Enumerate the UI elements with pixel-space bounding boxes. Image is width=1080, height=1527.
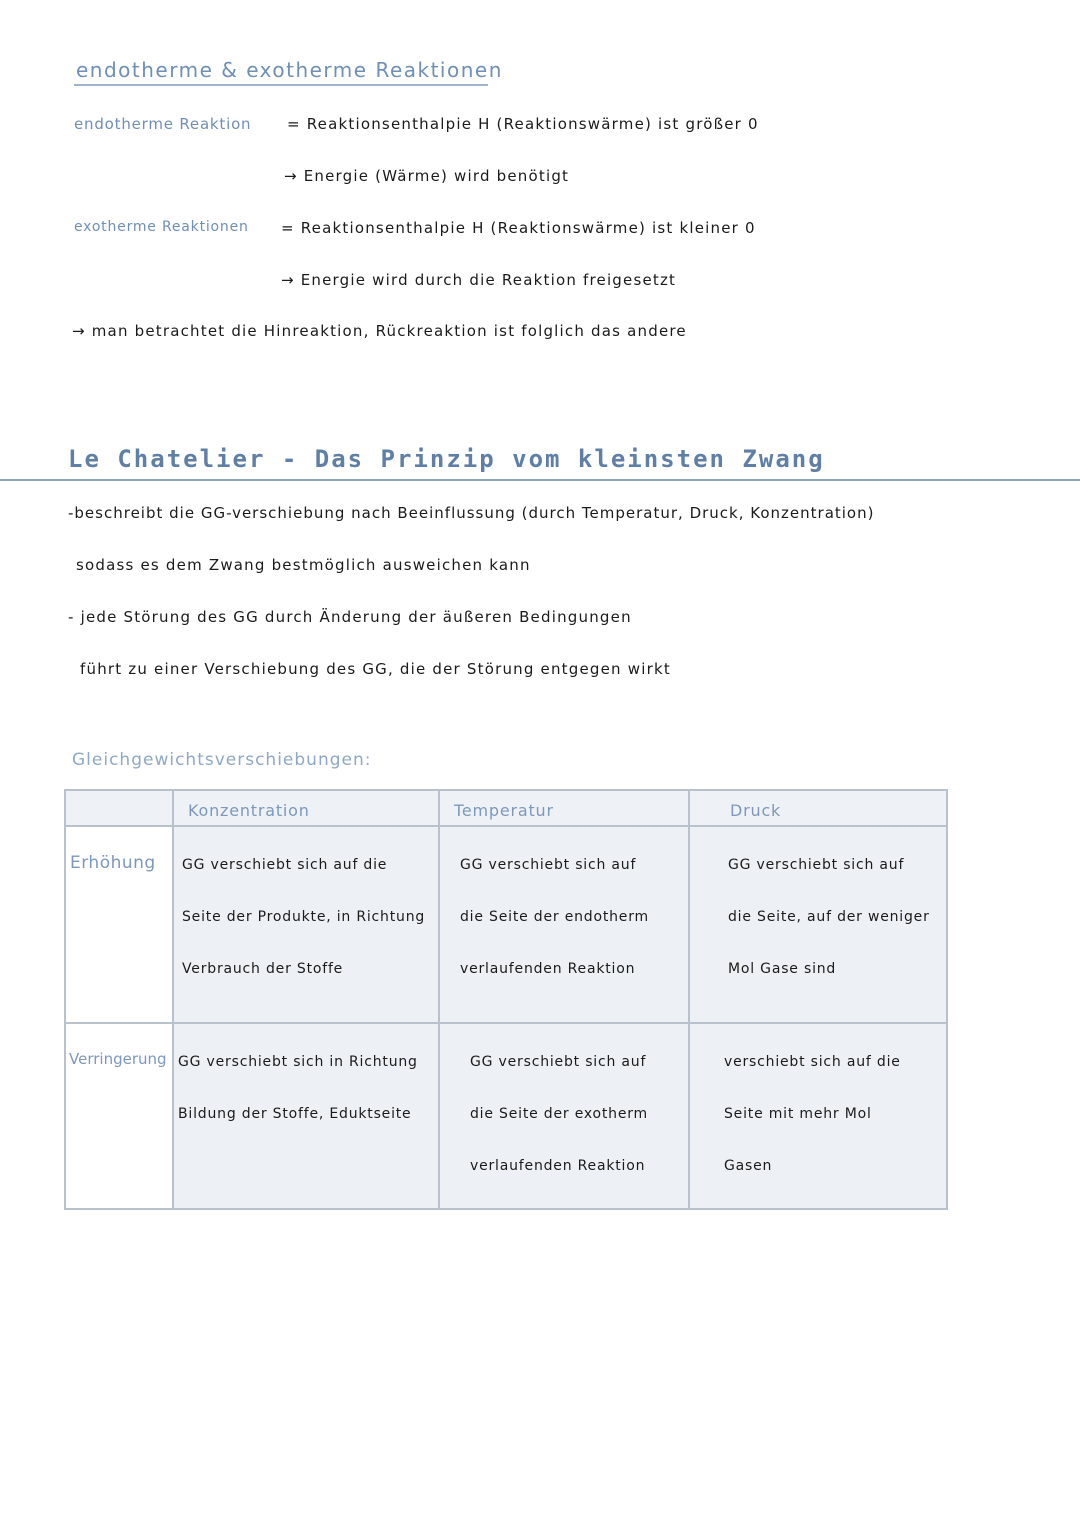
row-label-erhoehung: Erhöhung bbox=[65, 826, 173, 1023]
equilibrium-shift-table bbox=[64, 789, 948, 1210]
cell-verringerung-konzentration bbox=[173, 1023, 439, 1209]
exo-label: exotherme Reaktionen bbox=[74, 219, 249, 235]
equilibrium-shift-table-wrapper bbox=[64, 789, 946, 1201]
cell-line: GG verschiebt sich auf bbox=[728, 857, 905, 873]
cell-line: GG verschiebt sich auf bbox=[460, 857, 637, 873]
cell-line: GG verschiebt sich in Richtung bbox=[178, 1054, 418, 1070]
cell-line: GG verschiebt sich auf die bbox=[182, 857, 388, 873]
cell-line: Bildung der Stoffe, Eduktseite bbox=[178, 1106, 412, 1122]
cell-verringerung-druck bbox=[689, 1023, 947, 1209]
exo-note: → Energie wird durch die Reaktion freigesetzt bbox=[281, 271, 677, 289]
cell-line: die Seite der endotherm bbox=[460, 909, 649, 925]
table-row-erhoehung bbox=[65, 826, 947, 1023]
le-chatelier-rule bbox=[0, 479, 1080, 481]
le-chatelier-line-2: sodass es dem Zwang bestmöglich ausweichen kann bbox=[76, 556, 531, 574]
cell-erhoehung-temperatur bbox=[439, 826, 689, 1023]
cell-line: Seite mit mehr Mol bbox=[724, 1106, 872, 1122]
cell-line: Verbrauch der Stoffe bbox=[182, 961, 344, 977]
endo-label: endotherme Reaktion bbox=[74, 115, 252, 133]
conclusion-text: → man betrachtet die Hinreaktion, Rückreaktion ist folglich das andere bbox=[72, 322, 687, 340]
cell-line: GG verschiebt sich auf bbox=[470, 1054, 647, 1070]
cell-line: verlaufenden Reaktion bbox=[460, 961, 636, 977]
section-title-le-chatelier: Le Chatelier - Das Prinzip vom kleinsten Zwang bbox=[68, 445, 825, 473]
cell-line: Gasen bbox=[724, 1158, 773, 1174]
header-druck: Druck bbox=[689, 790, 947, 826]
cell-verringerung-temperatur bbox=[439, 1023, 689, 1209]
section-title-reactions: endotherme & exotherme Reaktionen bbox=[76, 58, 503, 82]
cell-erhoehung-druck bbox=[689, 826, 947, 1023]
le-chatelier-line-1: -beschreibt die GG-verschiebung nach Beeinflussung (durch Temperatur, Druck, Konzentration) bbox=[68, 504, 875, 522]
cell-line: die Seite der exotherm bbox=[470, 1106, 648, 1122]
le-chatelier-line-3: - jede Störung des GG durch Änderung der äußeren Bedingungen bbox=[68, 608, 632, 626]
table-header-row bbox=[65, 790, 947, 826]
cell-line: Seite der Produkte, in Richtung bbox=[182, 909, 426, 925]
table-row-verringerung bbox=[65, 1023, 947, 1209]
row-label-verringerung: Verringerung bbox=[65, 1023, 173, 1209]
cell-erhoehung-konzentration bbox=[173, 826, 439, 1023]
endo-note: → Energie (Wärme) wird benötigt bbox=[284, 167, 570, 185]
header-empty bbox=[65, 790, 173, 826]
le-chatelier-line-4: führt zu einer Verschiebung des GG, die der Störung entgegen wirkt bbox=[80, 660, 671, 678]
title-underline bbox=[74, 84, 488, 86]
exo-definition: = Reaktionsenthalpie H (Reaktionswärme) ist kleiner 0 bbox=[281, 219, 756, 237]
endo-definition: = Reaktionsenthalpie H (Reaktionswärme) ist größer 0 bbox=[287, 115, 759, 133]
cell-line: verschiebt sich auf die bbox=[724, 1054, 901, 1070]
cell-line: die Seite, auf der weniger bbox=[728, 909, 930, 925]
header-temperatur: Temperatur bbox=[439, 790, 689, 826]
cell-line: Mol Gase sind bbox=[728, 961, 837, 977]
header-konzentration: Konzentration bbox=[173, 790, 439, 826]
table-subtitle: Gleichgewichtsverschiebungen: bbox=[72, 750, 372, 770]
cell-line: verlaufenden Reaktion bbox=[470, 1158, 646, 1174]
